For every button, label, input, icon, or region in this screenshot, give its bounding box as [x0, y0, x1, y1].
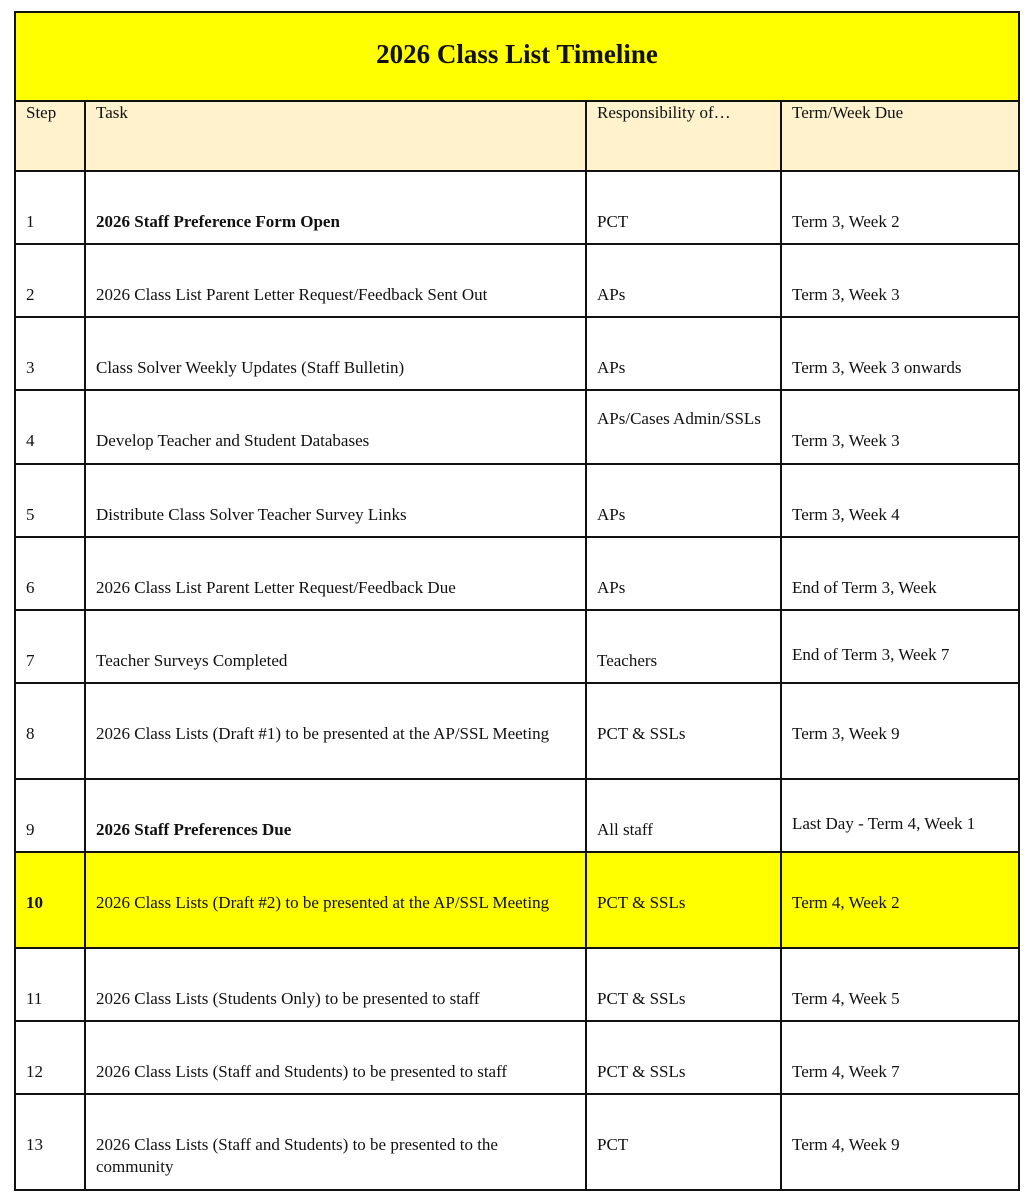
- task-cell: 2026 Class Lists (Draft #2) to be presented at the AP/SSL Meeting: [85, 852, 586, 948]
- table-row: [15, 1094, 1019, 1190]
- step-cell: 6: [15, 537, 85, 610]
- task-cell: 2026 Class Lists (Staff and Students) to be presented to staff: [85, 1021, 586, 1094]
- header-responsibility: Responsibility of…: [586, 101, 781, 171]
- step-cell: 5: [15, 464, 85, 537]
- table-row: [15, 171, 1019, 244]
- step-cell: 2: [15, 244, 85, 317]
- task-cell: 2026 Class List Parent Letter Request/Feedback Due: [85, 537, 586, 610]
- table-row: [15, 610, 1019, 683]
- step-cell: 1: [15, 171, 85, 244]
- due-cell: Term 3, Week 4: [781, 464, 1019, 537]
- due-cell: Term 4, Week 5: [781, 948, 1019, 1021]
- table-row: [15, 464, 1019, 537]
- step-cell: 7: [15, 610, 85, 683]
- header-step: Step: [15, 101, 85, 171]
- table-row: [15, 779, 1019, 852]
- responsibility-cell: APs/Cases Admin/SSLs: [586, 390, 781, 464]
- responsibility-cell: PCT & SSLs: [586, 1021, 781, 1094]
- task-cell: 2026 Staff Preference Form Open: [85, 171, 586, 244]
- table-row: [15, 948, 1019, 1021]
- responsibility-cell: APs: [586, 464, 781, 537]
- task-cell: Teacher Surveys Completed: [85, 610, 586, 683]
- table-row: [15, 244, 1019, 317]
- task-cell: 2026 Class Lists (Students Only) to be presented to staff: [85, 948, 586, 1021]
- step-cell: 12: [15, 1021, 85, 1094]
- task-cell: Class Solver Weekly Updates (Staff Bulletin): [85, 317, 586, 390]
- step-cell: 10: [15, 852, 85, 948]
- responsibility-cell: Teachers: [586, 610, 781, 683]
- due-cell: Last Day - Term 4, Week 1: [781, 779, 1019, 852]
- due-cell: End of Term 3, Week 7: [781, 610, 1019, 683]
- responsibility-cell: APs: [586, 537, 781, 610]
- table-title: 2026 Class List Timeline: [15, 12, 1019, 101]
- table-row: [15, 390, 1019, 464]
- header-due: Term/Week Due: [781, 101, 1019, 171]
- responsibility-cell: PCT & SSLs: [586, 852, 781, 948]
- timeline-document: [14, 11, 1018, 1191]
- responsibility-cell: PCT: [586, 171, 781, 244]
- step-cell: 9: [15, 779, 85, 852]
- title-row: [15, 12, 1019, 101]
- task-cell: 2026 Class Lists (Draft #1) to be presented at the AP/SSL Meeting: [85, 683, 586, 779]
- due-cell: Term 3, Week 3 onwards: [781, 317, 1019, 390]
- task-cell: 2026 Staff Preferences Due: [85, 779, 586, 852]
- responsibility-cell: APs: [586, 244, 781, 317]
- table-row: [15, 537, 1019, 610]
- task-cell: 2026 Class Lists (Staff and Students) to be presented to the community: [85, 1094, 586, 1190]
- step-cell: 13: [15, 1094, 85, 1190]
- table-row: [15, 317, 1019, 390]
- table-row: [15, 683, 1019, 779]
- task-cell: Distribute Class Solver Teacher Survey Links: [85, 464, 586, 537]
- task-cell: Develop Teacher and Student Databases: [85, 390, 586, 464]
- timeline-table: [14, 11, 1020, 1191]
- responsibility-cell: PCT: [586, 1094, 781, 1190]
- header-task: Task: [85, 101, 586, 171]
- due-cell: Term 4, Week 7: [781, 1021, 1019, 1094]
- due-cell: Term 3, Week 3: [781, 244, 1019, 317]
- responsibility-cell: APs: [586, 317, 781, 390]
- step-cell: 3: [15, 317, 85, 390]
- task-cell: 2026 Class List Parent Letter Request/Feedback Sent Out: [85, 244, 586, 317]
- responsibility-cell: All staff: [586, 779, 781, 852]
- responsibility-cell: PCT & SSLs: [586, 948, 781, 1021]
- table-row: [15, 1021, 1019, 1094]
- step-cell: 11: [15, 948, 85, 1021]
- due-cell: Term 3, Week 2: [781, 171, 1019, 244]
- due-cell: End of Term 3, Week: [781, 537, 1019, 610]
- header-row: [15, 101, 1019, 171]
- due-cell: Term 3, Week 3: [781, 390, 1019, 464]
- table-row-highlighted: [15, 852, 1019, 948]
- step-cell: 4: [15, 390, 85, 464]
- responsibility-cell: PCT & SSLs: [586, 683, 781, 779]
- due-cell: Term 4, Week 9: [781, 1094, 1019, 1190]
- due-cell: Term 3, Week 9: [781, 683, 1019, 779]
- step-cell: 8: [15, 683, 85, 779]
- due-cell: Term 4, Week 2: [781, 852, 1019, 948]
